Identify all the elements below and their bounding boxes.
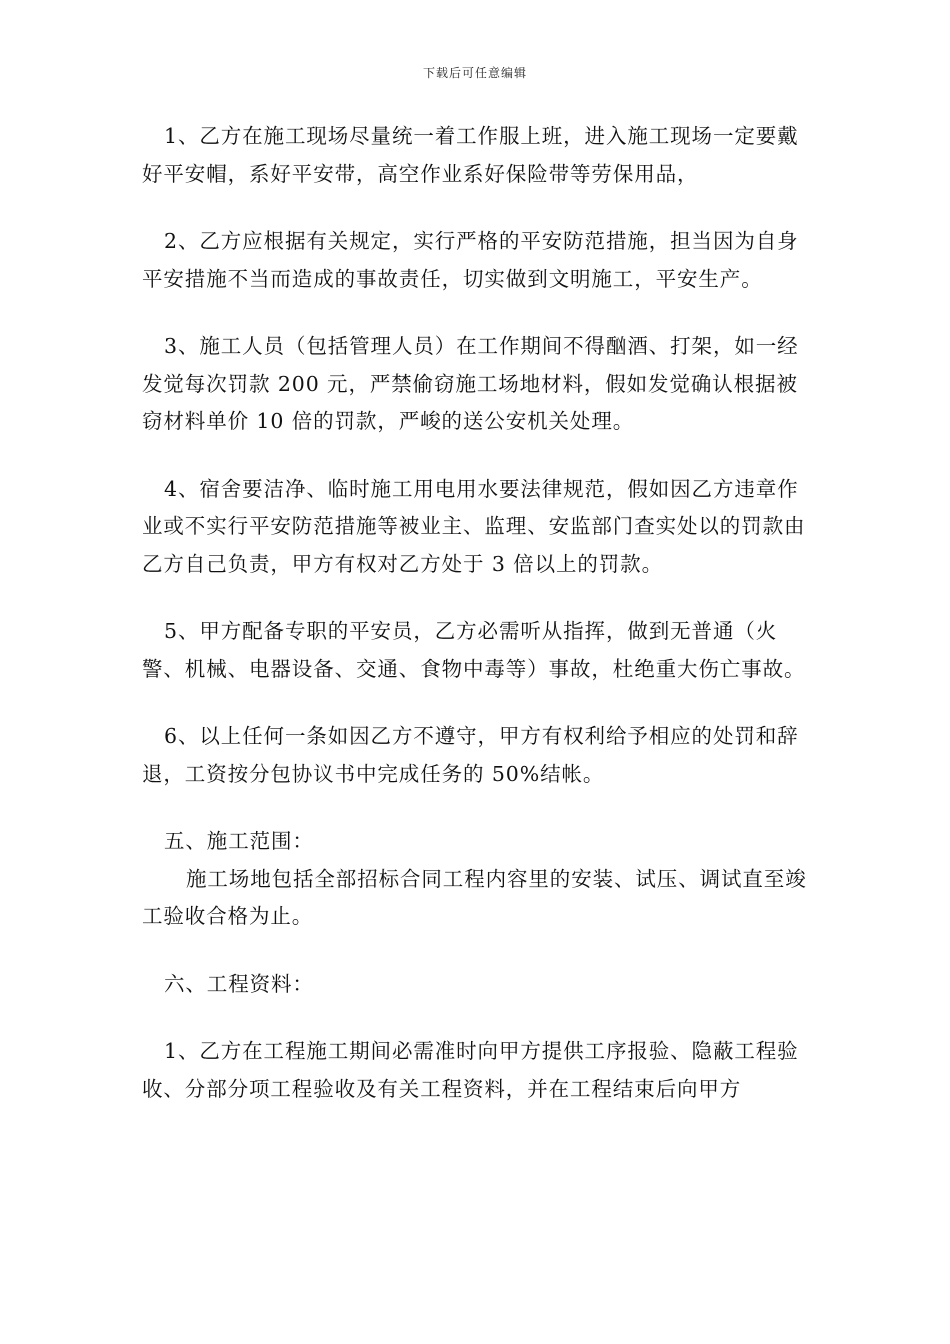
clause-4: 4、宿舍要洁净、临时施工用电用水要法律规范，假如因乙方违章作业或不实行平安防范措施等被业主、监理、安监部门查实处以的罚款由乙方自己负责，甲方有权对乙方处于 3 倍以上的罚款。 bbox=[142, 476, 806, 576]
section-6-heading: 六、工程资料： bbox=[164, 971, 314, 996]
section-6-clause-1: 1、乙方在工程施工期间必需准时向甲方提供工序报验、隐蔽工程验收、分部分项工程验收及有关工程资料，并在工程结束后向甲方 bbox=[142, 1039, 799, 1101]
section-5-text: 施工场地包括全部招标合同工程内容里的安装、试压、调试直至竣工验收合格为止。 bbox=[142, 866, 807, 928]
clause-6: 6、以上任何一条如因乙方不遵守，甲方有权利给予相应的处罚和辞退，工资按分包协议书中完成任务的 50%结帐。 bbox=[142, 724, 799, 786]
page-header: 下载后可任意编辑 bbox=[422, 66, 527, 80]
clause-3: 3、施工人员（包括管理人员）在工作期间不得酗酒、打架，如一经发觉每次罚款 200 元，严禁偷窃施工场地材料，假如发觉确认根据被窃材料单价 10 倍的罚款，严峻的送公安机关处理。 bbox=[142, 334, 799, 433]
section-5-heading: 五、施工范围： bbox=[164, 829, 314, 853]
clause-1: 1、乙方在施工现场尽量统一着工作服上班，进入施工现场一定要戴好平安帽，系好平安带，高空作业系好保险带等劳保用品， bbox=[142, 124, 799, 186]
clause-5: 5、甲方配备专职的平安员，乙方必需听从指挥，做到无普通（火警、机械、电器设备、交通、食物中毒等）事故，杜绝重大伤亡事故。 bbox=[142, 619, 806, 681]
document-body bbox=[142, 118, 808, 1108]
clause-2: 2、乙方应根据有关规定，实行严格的平安防范措施，担当因为自身平安措施不当而造成的事故责任，切实做到文明施工，平安生产。 bbox=[142, 229, 799, 291]
